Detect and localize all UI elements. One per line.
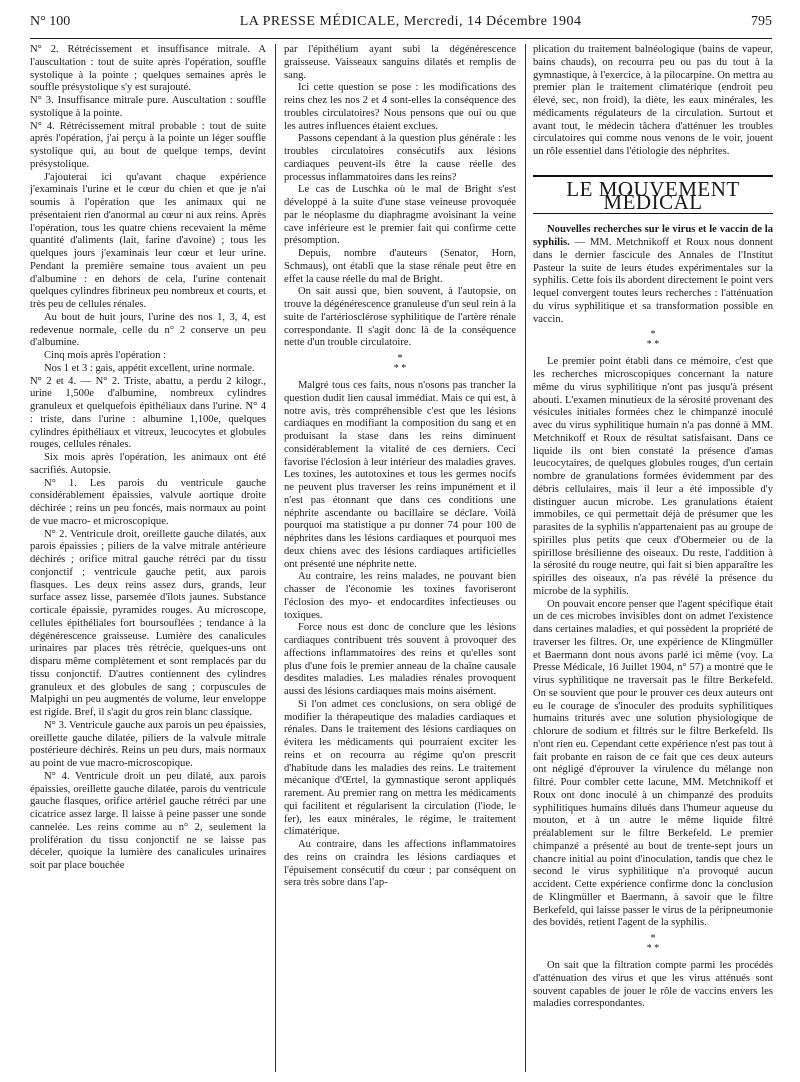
paragraph: N° 3. Ventricule gauche aux parois un peu épaissies, oreillette gauche dilatée, piliers de la valvule mitrale postérieure déchirés. Reins un peu durs, mais normaux au point de vue macro-microscopique. — [30, 719, 266, 769]
paragraph: N° 3. Insuffisance mitrale pure. Auscultation : souffle systolique à la pointe. — [30, 95, 266, 119]
paragraph: Six mois après l'opération, les animaux ont été sacrifiés. Autopsie. — [30, 452, 266, 476]
paragraph: N° 1. Les parois du ventricule gauche considérablement épaissies, valvule aortique droite déchirée ; reins un peu foncés, mais normaux au point de vue macro- et microscopique. — [30, 477, 266, 527]
paragraph: Au bout de huit jours, l'urine des nos 1, 3, 4, est redevenue normale, celle du n° 2 conserve un peu d'albumine. — [30, 311, 266, 349]
paragraph: Passons cependant à la question plus générale : les troubles circulatoires consécutifs aux lésions cardiaques peuvent-ils être la cause réelle des processus inflammatoires dans les reins? — [284, 133, 516, 183]
asterism: * * * — [646, 933, 660, 954]
paragraph: On pouvait encore penser que l'agent spécifique était un de ces microbes invisibles dont on admet l'existence dans certaines maladies, et qui possèdent la propriété de traverser les filtres. Or, une expérience de Klingmüller et Baermann dont nous avons parlé ici même (voy. La Presse Médicale, 16 Juillet 1904, n° 57) a montré que le virus syphilitique ne traversait pas le filtre Berkefeld. On se souvient que pour le prouver ces deux auteurs ont eu le courage de s'inoculer des produits syphilitiques humains triturés avec une solution physiologique de chlorure de sodium et filtrés sur le filtre Berkefeld. Ils n'ont rien eu. Cependant cette expérience n'est pas tout à fait probante en raison de ce fait que ces deux auteurs ont négligé d'éprouver la virulence du mélange non filtré. Pour combler cette lacune, MM. Metchnikoff et Roux ont donc inoculé à un chimpanzé des produits syphilitiques humains dilués dans l'humeur aqueuse du mouton, et à un autre le même liquide filtré préalablement sur le filtre Berkefeld. Le premier chimpanzé a présenté au bout de trente-sept jours un chancre initial au point d'inoculation, tandis que chez le second le virus syphilitique n'a provoqué aucun accident. Cette expérience confirme donc la conclusion de Klingmüller et Baermann, à savoir que le filtre Berkefeld, qui laisse passer le virus de la péripneumonie des bovidés, retient l'agent de la syphilis. — [533, 598, 773, 929]
paragraph: N° 2. Ventricule droit, oreillette gauche dilatés, aux parois épaissies ; piliers de la valve mitrale antérieure déchirés ; orifice mitral gauche rétréci par du tissu conjonctif ; ventricule gauche petit, aux parois flasques. Les deux reins assez durs, grands, leur surface assez lisse, parsemée d'îlots jaunes. Substance corticale épaissie, pyramides rouges. Au microscope, cellules épithéliales fort boursouflées ; tendance à la dégénérescence graisseuse. Lumière des canalicules urinaires par places très rétrécie, quelques-uns ont disparu même complètement et sont remplacés par du tissu conjonctif. D'autres contiennent des cylindres granuleux et des globules de sang ; corpuscules de Malpighi un peu augmentés de volume, leur enveloppe est rigide. Bref, il s'agit du gros rein blanc classique. — [30, 528, 266, 718]
paragraph: N° 2 et 4. — N° 2. Triste, abattu, a perdu 2 kilogr., urine 1,500e d'albumine, nombreux cylindres granuleux et quelquefois épithéliaux dans l'urine. N° 4 : triste, dans l'urine : albumine 1,100e, quelques cylindres épithéliaux et vitreux, leucocytes et globules rouges, cellules rénales. — [30, 375, 266, 451]
paragraph: J'ajouterai ici qu'avant chaque expérience j'examinais l'urine et le cœur du chien et que je n'ai soumis à l'opération que les animaux qui ne présentaient rien d'anormal au cœur ni aux reins. Après l'opération, tous les quatre chiens recevaient la même quantité d'aliments (lait, farine d'avoine) ; tous les quelques jours j'examinais leur cœur et leur urine. Pendant la première semaine tous avaient un peu d'albumine : en dehors de cela, l'urine contenait quelques cylindres fibrineux peu nombreux et courts, et très peu de cellules rénales. — [30, 171, 266, 310]
column-1 — [30, 44, 266, 873]
paragraph: Le cas de Luschka où le mal de Bright s'est développé à la suite d'une stase veineuse provoquée par le néoplasme du diaphragme avoisinant la veine cave inférieure est le premier fait qui confirme cette présomption. — [284, 184, 516, 247]
paragraph: N° 4. Rétrécissement mitral probable : tout de suite après l'opération, j'ai perçu à la pointe un léger souffle systolique qui, au bout de quelque temps, devint présystolique. — [30, 120, 266, 170]
asterism: * * * — [393, 353, 407, 374]
paragraph: plication du traitement balnéologique (bains de vapeur, bains chauds), on recourra peu ou pas du tout à la gymnastique, à l'exercice, à la pilocarpine. On mettra au premier plan le traitement climatérique (endroit peu élevé, sec, non froid), la diète, les eaux minérales, les médicaments régulateurs de la circulation. Surtout et avant tout, le médecin tâchera d'atténuer les troubles circulatoires qui comme nous venons de le voir, jouent un rôle essentiel dans l'étiologie des néphrites. — [533, 44, 773, 157]
paragraph: Nos 1 et 3 : gais, appétit excellent, urine normale. — [44, 362, 255, 374]
column-2 — [284, 44, 516, 890]
issue-number: N° 100 — [30, 14, 71, 29]
paragraph: Depuis, nombre d'auteurs (Senator, Horn, Schmaus), ont établi que la stase rénale peut être en effet la cause réelle du mal de Bright. — [284, 248, 516, 285]
paragraph: N° 4. Ventricule droit un peu dilaté, aux parois épaissies, oreillette gauche dilatée, parois du ventricule gauche flasques, orifice artériel gauche rétréci par une cicatrice assez large. Il laisse à peine passer une sonde cannelée. Les reins comme au n° 2, seulement la prolifération du tissu conjonctif ne se laisse pas déceler, quoique la lumière des canalicules urinaires soit par place bouchée — [30, 770, 266, 871]
paragraph: On sait aussi que, bien souvent, à l'autopsie, on trouve la dégénérescence granuleuse d'un seul rein à la suite de l'artériosclérose syphilitique de l'artère rénale correspondante. Il s'agit donc là de la conséquence nette d'un trouble circulatoire. — [284, 286, 516, 349]
article-intro-text: — MM. Metchnikoff et Roux nous donnent dans le dernier fascicule des Annales de l'Institut Pasteur la suite de leurs études expérimentales sur la syphilis. Cette fois ils abordent directement le point vers lequel convergent toutes leurs recherches : l'atténuation du virus syphilitique et sa transformation possible en vaccin. — [533, 237, 773, 325]
article-title: Nouvelles recherches sur le virus et le vaccin de la syphilis. — [533, 224, 773, 248]
page-number: 795 — [751, 14, 772, 29]
paragraph: Si l'on admet ces conclusions, on sera obligé de modifier la thérapeutique des maladies cardiaques et rénales. Dans le traitement des lésions cardiaques on évitera les médicaments qui pourraient exciter les reins et on recourra au régime qu'on prescrit d'habitude dans les maladies des reins. Le traitement mécanique d'Œrtel, la gymnastique seront appliqués rarement. Au premier rang on mettra les médicaments qui facilitent et régularisent la circulation (l'iode, le fer), les eaux minérales, le régime, le traitement climatérique. — [284, 698, 516, 838]
paragraph: Ici cette question se pose : les modifications des reins chez les nos 2 et 4 sont-elles la conséquence des troubles circulatoires? Nous pensons que oui ou que les autres influences étaient exclues. — [284, 82, 516, 132]
column-3 — [533, 44, 773, 1011]
paragraph: Malgré tous ces faits, nous n'osons pas trancher la question dudit lien causal immédiat. Mais ce qui est, à notre avis, très compréhensible c'est que les lésions cardiaques en modifiant la composition du sang et en produisant la stase dans les reins diminuent considérablement la vitalité de ces derniers. Ceci favorise l'éclosion à leur intérieur des maladies graves. Les toxines, les autotoxines et tous les germes nocifs ne peuvent plus traverser les reins impunément et il n'est pas étonnant que dans ces conditions une néphrite ascendante ou bacillaire se déclare. Voilà pourquoi ma statistique a pu donner 74 pour 100 de néphrites dans les lésions cardiaques et pourquoi mes deux chiens avec des lésions cardiaques artificielles ont présenté une néphrite nette. — [284, 380, 516, 570]
section-heading: LE MOUVEMENT MÉDICAL — [533, 175, 773, 215]
paragraph: N° 2. Rétrécissement et insuffisance mitrale. A l'auscultation : tout de suite après l'opération, souffle systolique à la pointe ; quelques semaines après le souffle présystolique s'y est surajouté. — [30, 44, 266, 94]
journal-title: LA PRESSE MÉDICALE, Mercredi, 14 Décembre 1904 — [239, 14, 582, 29]
paragraph: Au contraire, dans les affections inflammatoires des reins on craindra les lésions cardiaques et l'épuisement consécutif du cœur ; par conséquent on sera très sobre dans l'ap- — [284, 839, 516, 889]
paragraph: Le premier point établi dans ce mémoire, c'est que les recherches microscopiques concernant la nature même du virus syphilitique n'ont pas jusqu'à présent abouti. L'examen minutieux de la sérosité provenant des vésicules initiales formées chez le chimpanzé inoculé avec du virus syphilitique humain n'a pas donné à MM. Metchnikoff et Roux de résultat satisfaisant. Dans ce liquide ils ont bien constaté la présence d'amas leucocytaires, de quelques globules rouges, d'un certain nombre de granulations formées évidemment par des débris cellulaires, mais il leur a été impossible d'y distinguer aucun microbe. Les granulations étaient immobiles, ce qui permettait déjà de présumer que les parasites de la syphilis n'appartenaient pas au groupe de spirilles plus petits que ceux d'Obermeier ou de la spirillose brésilienne des oiseaux. Du reste, l'addition à la sérosité du rouge neutre, qui fait si bien apparaître les spirilles des oiseaux, n'a pas révélé la présence du microbe de la syphilis. — [533, 356, 773, 597]
page-header — [30, 14, 772, 36]
paragraph: Cinq mois après l'opération : — [44, 350, 166, 361]
paragraph: Au contraire, les reins malades, ne pouvant bien chasser de l'économie les toxines favoriseront l'éclosion des myo- et endocardites infectieuses ou toxiques. — [284, 571, 516, 621]
asterism: * * * — [646, 329, 660, 351]
paragraph: par l'épithélium ayant subi la dégénérescence graisseuse. Vaisseaux sanguins dilatés et remplis de sang. — [284, 44, 516, 81]
paragraph: Force nous est donc de conclure que les lésions cardiaques contribuent très souvent à provoquer des affections inflammatoires des reins et qu'elles sont plus d'une fois le premier anneau de la chaîne causale desdites maladies. Les maladies rénales provoquent aussi des lésions cardiaques mais moins aisément. — [284, 622, 516, 697]
column-divider-2 — [525, 44, 526, 1072]
paragraph: On sait que la filtration compte parmi les procédés d'atténuation des virus et que les virus atténués sont souvent capables de jouer le rôle de vaccins envers les maladies correspondantes. — [533, 960, 773, 1010]
column-divider-1 — [275, 44, 276, 1072]
article-intro — [533, 224, 773, 326]
header-rule — [30, 38, 772, 39]
